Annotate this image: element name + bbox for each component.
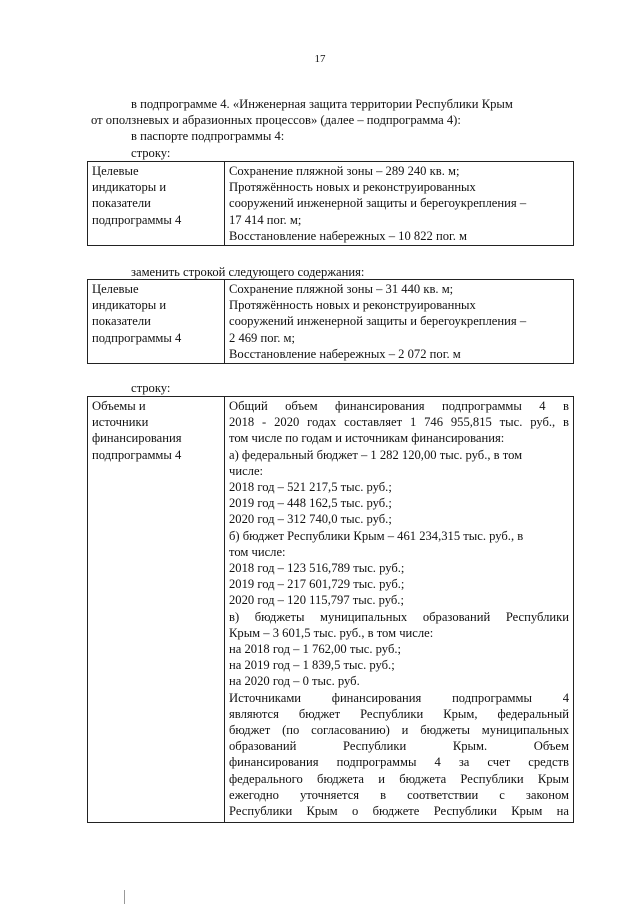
label-line: индикаторы и	[92, 180, 167, 195]
indicators-table-new	[87, 279, 574, 364]
label-line: показатели	[92, 314, 151, 329]
label-line: Целевые	[92, 282, 139, 296]
label-line: индикаторы и	[92, 298, 167, 313]
value-line: сооружений инженерной защиты и берегоукрепления –	[229, 196, 527, 211]
row-label-cell	[88, 397, 225, 823]
value-line: бюджет (по согласованию) и бюджеты муниципальных	[229, 723, 569, 738]
value-line: 2018 год – 123 516,789 тыс. руб.;	[229, 561, 405, 576]
value-line: образований Республики Крым. Объем	[229, 739, 569, 754]
value-line: 2019 год – 448 162,5 тыс. руб.;	[229, 496, 392, 511]
label-line: показатели	[92, 196, 151, 211]
value-line: Республики Крым о бюджете Республики Крым на	[229, 804, 569, 819]
page-number: 17	[314, 53, 326, 65]
value-line: Общий объем финансирования подпрограммы 4 в	[229, 399, 569, 413]
value-line: том числе:	[229, 544, 286, 559]
label-line: подпрограммы 4	[92, 330, 182, 345]
value-line: в) бюджеты муниципальных образований Республики	[229, 609, 569, 624]
intro-line-3: в паспорте подпрограммы 4:	[131, 129, 285, 144]
value-line: Восстановление набережных – 10 822 пог. м	[229, 228, 468, 243]
value-line: на 2018 год – 1 762,00 тыс. руб.;	[229, 642, 401, 657]
label-line: Целевые	[92, 164, 139, 178]
value-line: сооружений инженерной защиты и берегоукрепления –	[229, 314, 527, 329]
row-value-cell	[225, 280, 574, 364]
value-line: на 2019 год – 1 839,5 тыс. руб.;	[229, 658, 395, 673]
row-label-cell	[88, 162, 225, 246]
replace-label: заменить строкой следующего содержания:	[131, 265, 365, 279]
table-row	[88, 162, 574, 246]
row-label: строку:	[131, 381, 171, 395]
row-value-cell	[225, 162, 574, 246]
label-line: подпрограммы 4	[92, 447, 182, 462]
intro-paragraph	[91, 96, 571, 161]
value-line: 2018 год – 521 217,5 тыс. руб.;	[229, 480, 392, 495]
value-line: Крым – 3 601,5 тыс. руб., в том числе:	[229, 625, 434, 640]
value-line: на 2020 год – 0 тыс. руб.	[229, 674, 360, 689]
value-line: 2020 год – 120 115,797 тыс. руб.;	[229, 593, 404, 608]
label-line: Объемы и	[92, 399, 146, 413]
table-row	[88, 280, 574, 364]
value-line: 2020 год – 312 740,0 тыс. руб.;	[229, 512, 392, 527]
value-line: 2019 год – 217 601,729 тыс. руб.;	[229, 577, 405, 592]
value-line: том числе по годам и источникам финансирования:	[229, 431, 505, 446]
value-line: 2018 - 2020 годах составляет 1 746 955,815 тыс. руб., в	[229, 415, 569, 430]
value-line: Источниками финансирования подпрограммы 4	[229, 690, 569, 705]
value-line: ежегодно уточняется в соответствии с законом	[229, 787, 569, 802]
table-row	[88, 397, 574, 823]
intro-line-2: от оползневых и абразионных процессов» (далее – подпрограмма 4):	[91, 113, 461, 128]
row-value-cell	[225, 397, 574, 823]
value-line: Восстановление набережных – 2 072 пог. м	[229, 346, 461, 361]
value-line: 17 414 пог. м;	[229, 212, 302, 227]
indicators-table-old	[87, 161, 574, 246]
value-line: являются бюджет Республики Крым, федеральный	[229, 706, 569, 721]
value-line: федерального бюджета и бюджета Республики Крым	[229, 771, 569, 786]
intro-line-1: в подпрограмме 4. «Инженерная защита территории Республики Крым	[131, 97, 513, 111]
margin-mark	[124, 890, 125, 904]
row-label-cell	[88, 280, 225, 364]
label-line: финансирования	[92, 431, 182, 446]
label-line: подпрограммы 4	[92, 212, 182, 227]
value-line: а) федеральный бюджет – 1 282 120,00 тыс. руб., в том	[229, 447, 523, 462]
value-line: Сохранение пляжной зоны – 31 440 кв. м;	[229, 282, 454, 296]
value-line: б) бюджет Республики Крым – 461 234,315 тыс. руб., в	[229, 528, 524, 543]
value-line: 2 469 пог. м;	[229, 330, 296, 345]
value-line: финансирования подпрограммы 4 за счет средств	[229, 755, 569, 770]
value-line: числе:	[229, 463, 264, 478]
value-line: Протяжённость новых и реконструированных	[229, 180, 476, 195]
intro-line-4: строку:	[131, 145, 171, 160]
financing-table	[87, 396, 574, 823]
value-line: Протяжённость новых и реконструированных	[229, 298, 476, 313]
value-line: Сохранение пляжной зоны – 289 240 кв. м;	[229, 164, 460, 178]
label-line: источники	[92, 415, 149, 430]
